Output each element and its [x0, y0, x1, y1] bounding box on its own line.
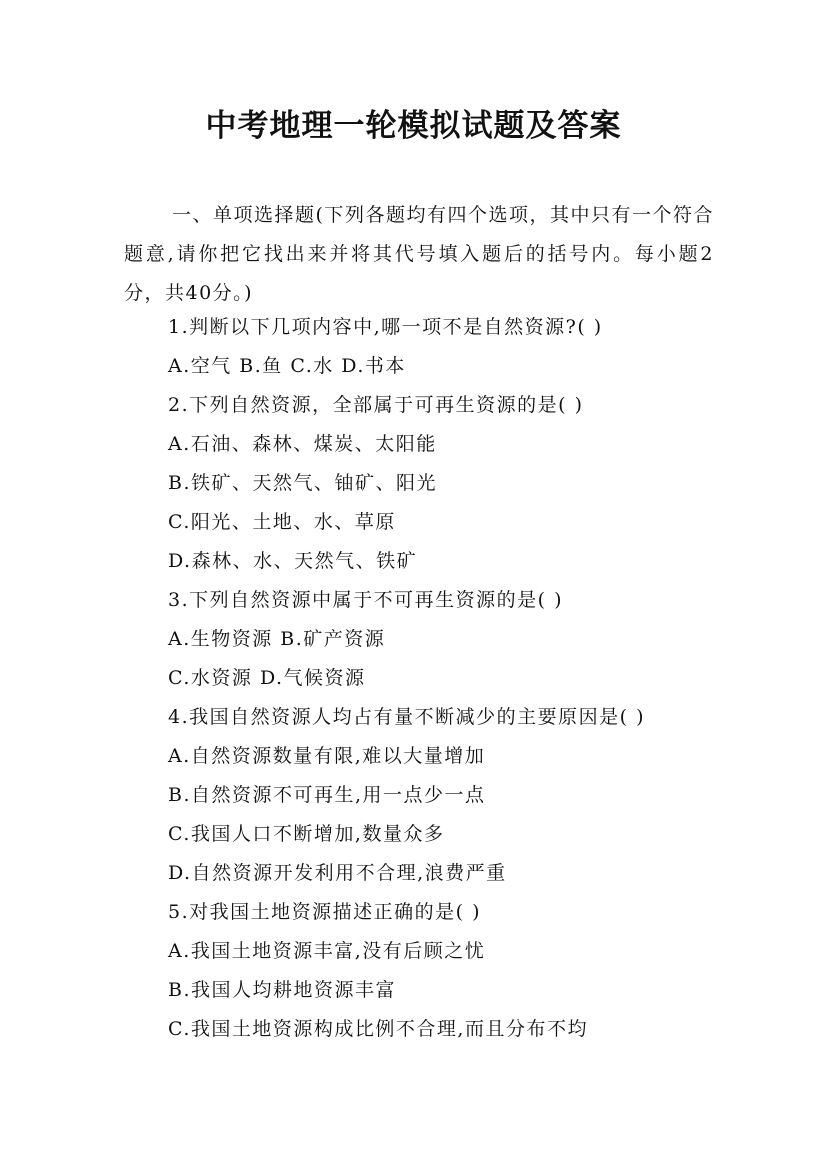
question-4-option-c: C.我国人口不断增加,数量众多 — [168, 823, 445, 845]
question-3: 3.下列自然资源中属于不可再生资源的是( ) — [168, 589, 563, 611]
question-4-option-b: B.自然资源不可再生,用一点少一点 — [168, 784, 486, 806]
document-title: 中考地理一轮模拟试题及答案 — [205, 108, 622, 144]
question-2-option-a: A.石油、森林、煤炭、太阳能 — [168, 433, 437, 455]
section-instructions: 一、单项选择题(下列各题均有四个选项，其中只有一个符合题意,请你把它找出来并将其代号填入题后的括号内。每小题2分，共40分。) — [124, 204, 714, 304]
question-4-option-d: D.自然资源开发利用不合理,浪费严重 — [168, 862, 507, 884]
question-4: 4.我国自然资源人均占有量不断减少的主要原因是( ) — [168, 706, 645, 728]
question-2-option-b: B.铁矿、天然气、铀矿、阳光 — [168, 472, 438, 494]
question-4-option-a: A.自然资源数量有限,难以大量增加 — [168, 745, 486, 767]
question-2-option-d: D.森林、水、天然气、铁矿 — [168, 550, 418, 572]
question-2-option-c: C.阳光、土地、水、草原 — [168, 511, 396, 533]
question-5-option-a: A.我国土地资源丰富,没有后顾之忧 — [168, 940, 486, 962]
question-5-option-c: C.我国土地资源构成比例不合理,而且分布不均 — [168, 1018, 588, 1040]
question-1: 1.判断以下几项内容中,哪一项不是自然资源?( ) — [168, 316, 603, 338]
question-3-options-cd: C.水资源 D.气候资源 — [168, 667, 366, 689]
question-3-options-ab: A.生物资源 B.矿产资源 — [168, 628, 386, 650]
question-2: 2.下列自然资源，全部属于可再生资源的是( ) — [168, 394, 584, 416]
question-1-options: A.空气 B.鱼 C.水 D.书本 — [168, 355, 406, 377]
question-list — [168, 308, 645, 1049]
question-5: 5.对我国土地资源描述正确的是( ) — [168, 901, 481, 923]
question-5-option-b: B.我国人均耕地资源丰富 — [168, 979, 397, 1001]
